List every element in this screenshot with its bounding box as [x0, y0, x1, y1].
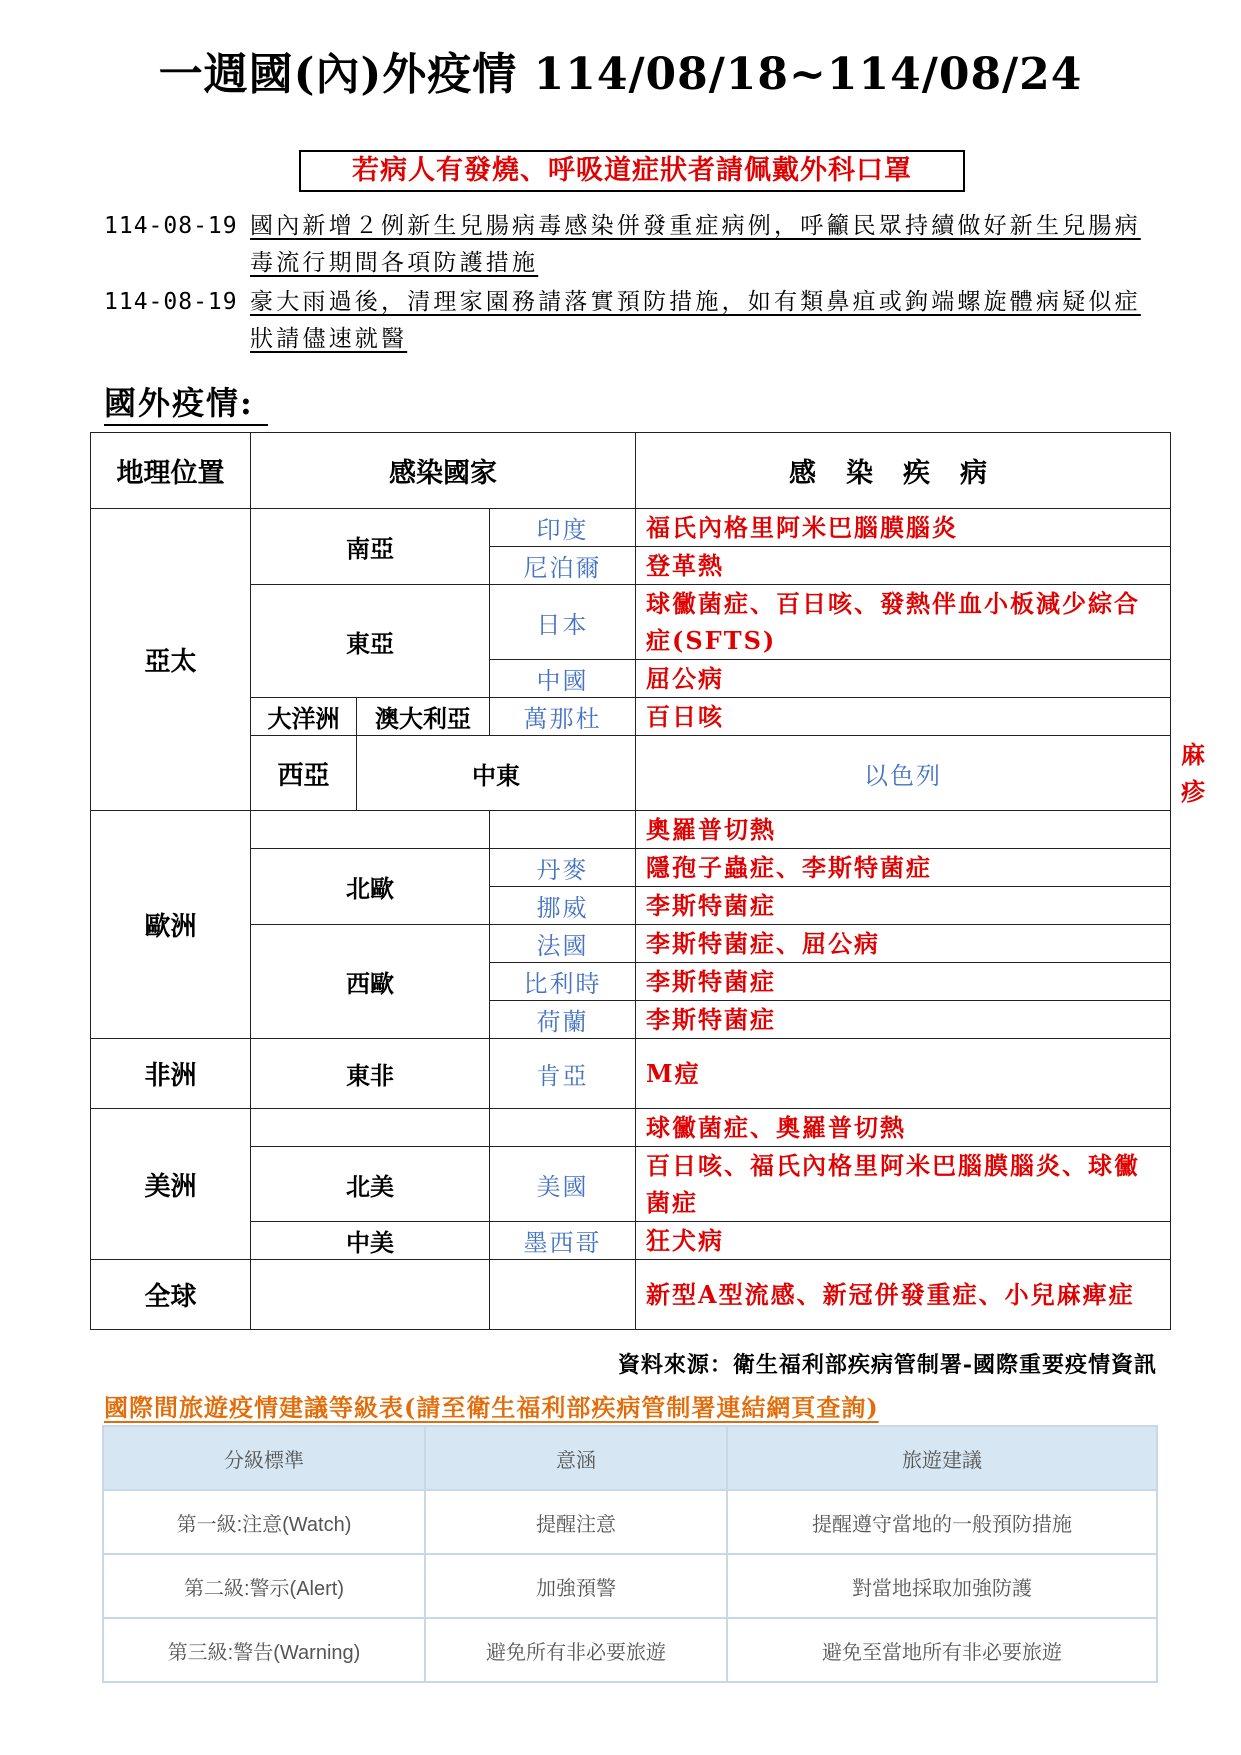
level-cell: 第三級:警告(Warning)	[103, 1618, 425, 1682]
page-title: 一週國(內)外疫情 114/08/18~114/08/24	[158, 49, 1083, 100]
advice-cell: 避免至當地所有非必要旅遊	[727, 1618, 1157, 1682]
country-cell[interactable]: 丹麥	[490, 849, 636, 887]
country-cell[interactable]: 法國	[490, 925, 636, 963]
country-cell[interactable]: 墨西哥	[490, 1222, 636, 1260]
table-row	[91, 509, 1171, 547]
header-country: 感染國家	[251, 433, 636, 509]
section-title: 國外疫情:	[104, 378, 268, 426]
meaning-cell: 加強預警	[425, 1554, 727, 1618]
country-cell[interactable]: 日本	[490, 585, 636, 660]
table-row	[91, 1222, 1171, 1260]
news-link[interactable]: 豪大雨過後，清理家園務請落實預防措施，如有類鼻疽或鉤端螺旋體病疑似症狀請儘速就醫	[250, 289, 1141, 352]
header-geo: 地理位置	[91, 433, 251, 509]
disease-cell: 屈公病	[636, 660, 1171, 698]
table-row: 西亞 中東 以色列 麻疹	[91, 736, 1171, 811]
subregion-cell: 南亞	[251, 509, 490, 585]
country-cell[interactable]: 比利時	[490, 963, 636, 1001]
table-row	[91, 925, 1171, 963]
table-row	[103, 1618, 1157, 1682]
disease-cell: 百日咳	[636, 698, 1171, 736]
region-cell: 全球	[91, 1260, 251, 1330]
warning-banner: 若病人有發燒、呼吸道症狀者請佩戴外科口罩	[299, 150, 965, 192]
disease-cell: 李斯特菌症	[636, 963, 1171, 1001]
region-cell: 歐洲	[91, 811, 251, 1039]
travel-level-table	[102, 1425, 1158, 1683]
disease-cell: 新型A型流感、新冠併發重症、小兒麻痺症	[636, 1260, 1171, 1330]
country-cell[interactable]: 以色列	[636, 736, 1171, 811]
level-cell: 第一級:注意(Watch)	[103, 1490, 425, 1554]
disease-cell: 福氏內格里阿米巴腦膜腦炎	[636, 509, 1171, 547]
subregion-cell: 中東	[357, 736, 636, 811]
table-row	[91, 811, 1171, 849]
table-header-row	[91, 433, 1171, 509]
disease-cell: 百日咳、福氏內格里阿米巴腦膜腦炎、球黴菌症	[636, 1147, 1171, 1222]
subregion-cell: 大洋洲	[251, 698, 357, 736]
disease-cell: 狂犬病	[636, 1222, 1171, 1260]
subregion-cell: 東非	[251, 1039, 490, 1109]
table-row	[91, 1039, 1171, 1109]
table-row	[91, 849, 1171, 887]
advice-cell: 對當地採取加強防護	[727, 1554, 1157, 1618]
country-cell	[490, 1109, 636, 1147]
country-cell[interactable]: 肯亞	[490, 1039, 636, 1109]
subregion-cell	[251, 811, 490, 849]
subregion-cell: 澳大利亞	[357, 698, 490, 736]
disease-cell: 李斯特菌症、屈公病	[636, 925, 1171, 963]
region-cell: 美洲	[91, 1109, 251, 1260]
subregion-cell: 北歐	[251, 849, 490, 925]
subregion-cell: 中美	[251, 1222, 490, 1260]
country-cell	[490, 1260, 636, 1330]
table-row	[91, 585, 1171, 660]
region-cell: 西亞	[251, 736, 357, 811]
disease-cell: 李斯特菌症	[636, 887, 1171, 925]
country-cell[interactable]: 尼泊爾	[490, 547, 636, 585]
source-note: 資料來源：衛生福利部疾病管制署-國際重要疫情資訊	[617, 1352, 1157, 1378]
advice-cell: 提醒遵守當地的一般預防措施	[727, 1490, 1157, 1554]
travel-advisory-link[interactable]: 國際間旅遊疫情建議等級表(請至衛生福利部疾病管制署連結網頁查詢)	[104, 1393, 879, 1422]
subregion-cell	[251, 1260, 490, 1330]
table-row	[103, 1490, 1157, 1554]
table-row	[91, 1147, 1171, 1222]
disease-cell: 隱孢子蟲症、李斯特菌症	[636, 849, 1171, 887]
country-cell[interactable]: 萬那杜	[490, 698, 636, 736]
country-cell[interactable]: 荷蘭	[490, 1001, 636, 1039]
disease-cell: 李斯特菌症	[636, 1001, 1171, 1039]
subregion-cell: 西歐	[251, 925, 490, 1039]
meaning-cell: 提醒注意	[425, 1490, 727, 1554]
news-date: 114-08-19	[104, 289, 238, 315]
country-cell[interactable]: 挪威	[490, 887, 636, 925]
disease-cell: 球黴菌症、奧羅普切熱	[636, 1109, 1171, 1147]
table-row	[91, 698, 1171, 736]
disease-cell: 登革熱	[636, 547, 1171, 585]
subregion-cell: 東亞	[251, 585, 490, 698]
disease-cell: 奧羅普切熱	[636, 811, 1171, 849]
news-date: 114-08-19	[104, 213, 238, 239]
country-cell[interactable]: 印度	[490, 509, 636, 547]
outbreak-table	[90, 432, 1207, 1330]
header-level: 分級標準	[103, 1426, 425, 1490]
region-cell: 亞太	[91, 509, 251, 811]
table-row	[91, 1109, 1171, 1147]
table-row	[103, 1554, 1157, 1618]
country-cell[interactable]: 中國	[490, 660, 636, 698]
news-link[interactable]: 國內新增２例新生兒腸病毒感染併發重症病例，呼籲民眾持續做好新生兒腸病毒流行期間各項防護措施	[250, 213, 1141, 276]
header-disease: 感染疾病	[636, 433, 1171, 509]
region-cell: 非洲	[91, 1039, 251, 1109]
disease-cell: 球黴菌症、百日咳、發熱伴血小板減少綜合症(SFTS)	[636, 585, 1171, 660]
header-meaning: 意涵	[425, 1426, 727, 1490]
country-cell	[490, 811, 636, 849]
table-row	[91, 1260, 1171, 1330]
table-header-row	[103, 1426, 1157, 1490]
disease-cell: M痘	[636, 1039, 1171, 1109]
country-cell[interactable]: 美國	[490, 1147, 636, 1222]
header-advice: 旅遊建議	[727, 1426, 1157, 1490]
meaning-cell: 避免所有非必要旅遊	[425, 1618, 727, 1682]
level-cell: 第二級:警示(Alert)	[103, 1554, 425, 1618]
subregion-cell	[251, 1109, 490, 1147]
subregion-cell: 北美	[251, 1147, 490, 1222]
